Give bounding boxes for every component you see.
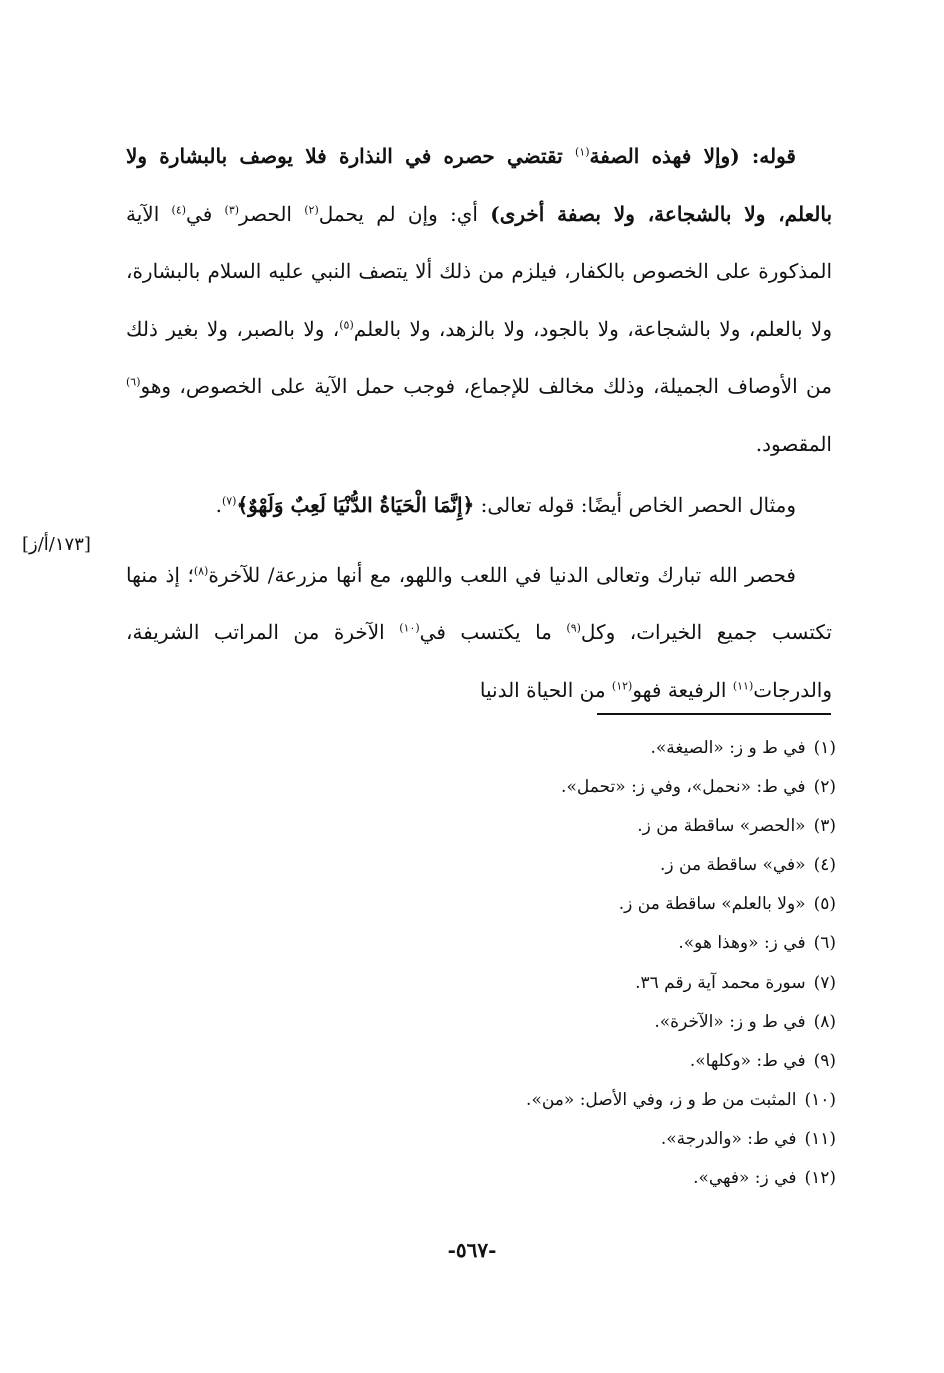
footnote-text: في ط و ز: «الآخرة». [654, 1011, 806, 1032]
commentary-text: ما يكتسب في [419, 620, 567, 644]
paragraph-1 [126, 128, 832, 473]
footnote-ref-10[interactable]: (١٠) [399, 621, 420, 635]
footnote-text: في ط: «والدرجة». [660, 1128, 797, 1149]
commentary-text: الآخرة من المراتب الشريفة، والدرجات [126, 620, 832, 702]
footnote-number: (٥) [813, 894, 836, 915]
footnote-number: (١) [813, 738, 836, 758]
footnote-text: «في» ساقطة من ز. [659, 855, 806, 876]
footnote-item [416, 807, 836, 846]
footnote-item [416, 1003, 836, 1042]
footnote-ref-1[interactable]: (١) [574, 145, 590, 159]
footnote-ref-6[interactable]: (٦) [126, 375, 141, 389]
footnote-text: في ز: «فهي». [693, 1168, 797, 1189]
footnote-text: سورة محمد آية رقم ٣٦. [635, 972, 806, 993]
footnote-number: (٨) [813, 1011, 836, 1032]
paragraph-3 [126, 547, 832, 720]
page-number: -٥٦٧- [447, 1238, 497, 1262]
footnote-item [416, 1120, 836, 1159]
footnote-text: «ولا بالعلم» ساقطة من ز. [618, 894, 806, 915]
footnote-item [416, 1042, 836, 1081]
commentary-text: ومثال الحصر الخاص أيضًا: قوله تعالى: [474, 493, 796, 517]
footnote-number: (٢) [813, 777, 836, 798]
footnote-item [416, 1159, 836, 1198]
quoted-text-lead: قوله: (وإلا فهذه الصفة [589, 144, 796, 168]
footnote-item [416, 885, 836, 924]
footnote-number: (٩) [813, 1050, 836, 1071]
commentary-text: ؛ إذ منها تكتسب جميع الخيرات، وكل [126, 562, 832, 644]
footnote-text: في ط: «وكلها». [689, 1050, 806, 1071]
footnote-number: (١٠) [804, 1089, 836, 1110]
commentary-text: فحصر الله تبارك وتعالى الدنيا في اللعب واللهو، مع أنها مزرعة/ للآخرة [208, 562, 796, 587]
footnote-ref-7[interactable]: (٧) [221, 494, 237, 508]
footnote-ref-11[interactable]: (١١) [732, 678, 754, 692]
footnote-ref-4[interactable]: (٤) [171, 202, 187, 216]
commentary-text: الرفيعة فهو [632, 677, 733, 702]
footnote-text: «الحصر» ساقطة من ز. [637, 816, 806, 837]
commentary-text: من الحياة الدنيا [479, 677, 612, 702]
footnote-ref-9[interactable]: (٩) [566, 621, 581, 635]
footnote-number: (٤) [813, 855, 836, 876]
main-text [126, 128, 832, 719]
footnote-item [416, 924, 836, 963]
quran-verse: ﴿إِنَّمَا الْحَيَاةُ الدُّنْيَا لَعِبٌ وَلَهْوٌ﴾ [236, 493, 475, 517]
footnote-text: في ز: «وهذا هو». [678, 933, 806, 954]
footnote-ref-8[interactable]: (٨) [193, 563, 209, 577]
footnote-item [416, 729, 836, 768]
commentary-text: ، ولا بالصبر، ولا بغير ذلك من الأوصاف الجميلة، وذلك مخالف للإجماع، فوجب حمل الآية على الخصوص، وهو [126, 316, 832, 398]
commentary-text: في [186, 201, 225, 226]
footnote-item [416, 768, 836, 807]
footnote-ref-3[interactable]: (٣) [224, 202, 240, 216]
footnote-number: (٧) [813, 972, 836, 993]
footnote-number: (٦) [813, 933, 836, 954]
footnote-text: في ط و ز: «الصيغة». [650, 738, 806, 758]
manuscript-folio-marker: [١٧٣/أ/ز] [22, 534, 91, 555]
footnotes-list [416, 729, 836, 1198]
footnote-text: في ط: «نحمل»، وفي ز: «تحمل». [561, 777, 806, 798]
commentary-text: المقصود. [755, 431, 832, 456]
quoted-text: تقتضي حصره في النذارة فلا يوصف بالبشارة ولا بالعلم، ولا بالشجاعة، ولا بصفة أخرى) [126, 144, 833, 226]
footnote-item [416, 1081, 836, 1120]
commentary-text: أي: وإن لم يحمل [318, 201, 491, 226]
footnote-ref-2[interactable]: (٢) [304, 202, 319, 216]
commentary-text: . [215, 493, 222, 517]
footnote-number: (١١) [804, 1128, 836, 1149]
commentary-text: الآية المذكورة على الخصوص بالكفار، فيلزم من ذلك ألا يتصف النبي عليه السلام بالبشارة، ولا بالعلم، ولا بالشجاعة، ولا بالجود، ولا بالزهد، ولا بالعلم [126, 201, 832, 341]
commentary-text: الحصر [239, 201, 305, 226]
footnote-number: (١٢) [804, 1168, 836, 1189]
footnote-number: (٣) [813, 816, 836, 837]
paragraph-2 [126, 477, 832, 535]
footnote-ref-12[interactable]: (١٢) [611, 678, 633, 692]
footnote-separator [597, 713, 831, 715]
footnote-item [416, 846, 836, 885]
footnote-item [416, 964, 836, 1003]
footnote-text: المثبت من ط و ز، وفي الأصل: «من». [526, 1089, 797, 1110]
footnote-ref-5[interactable]: (٥) [339, 317, 354, 331]
